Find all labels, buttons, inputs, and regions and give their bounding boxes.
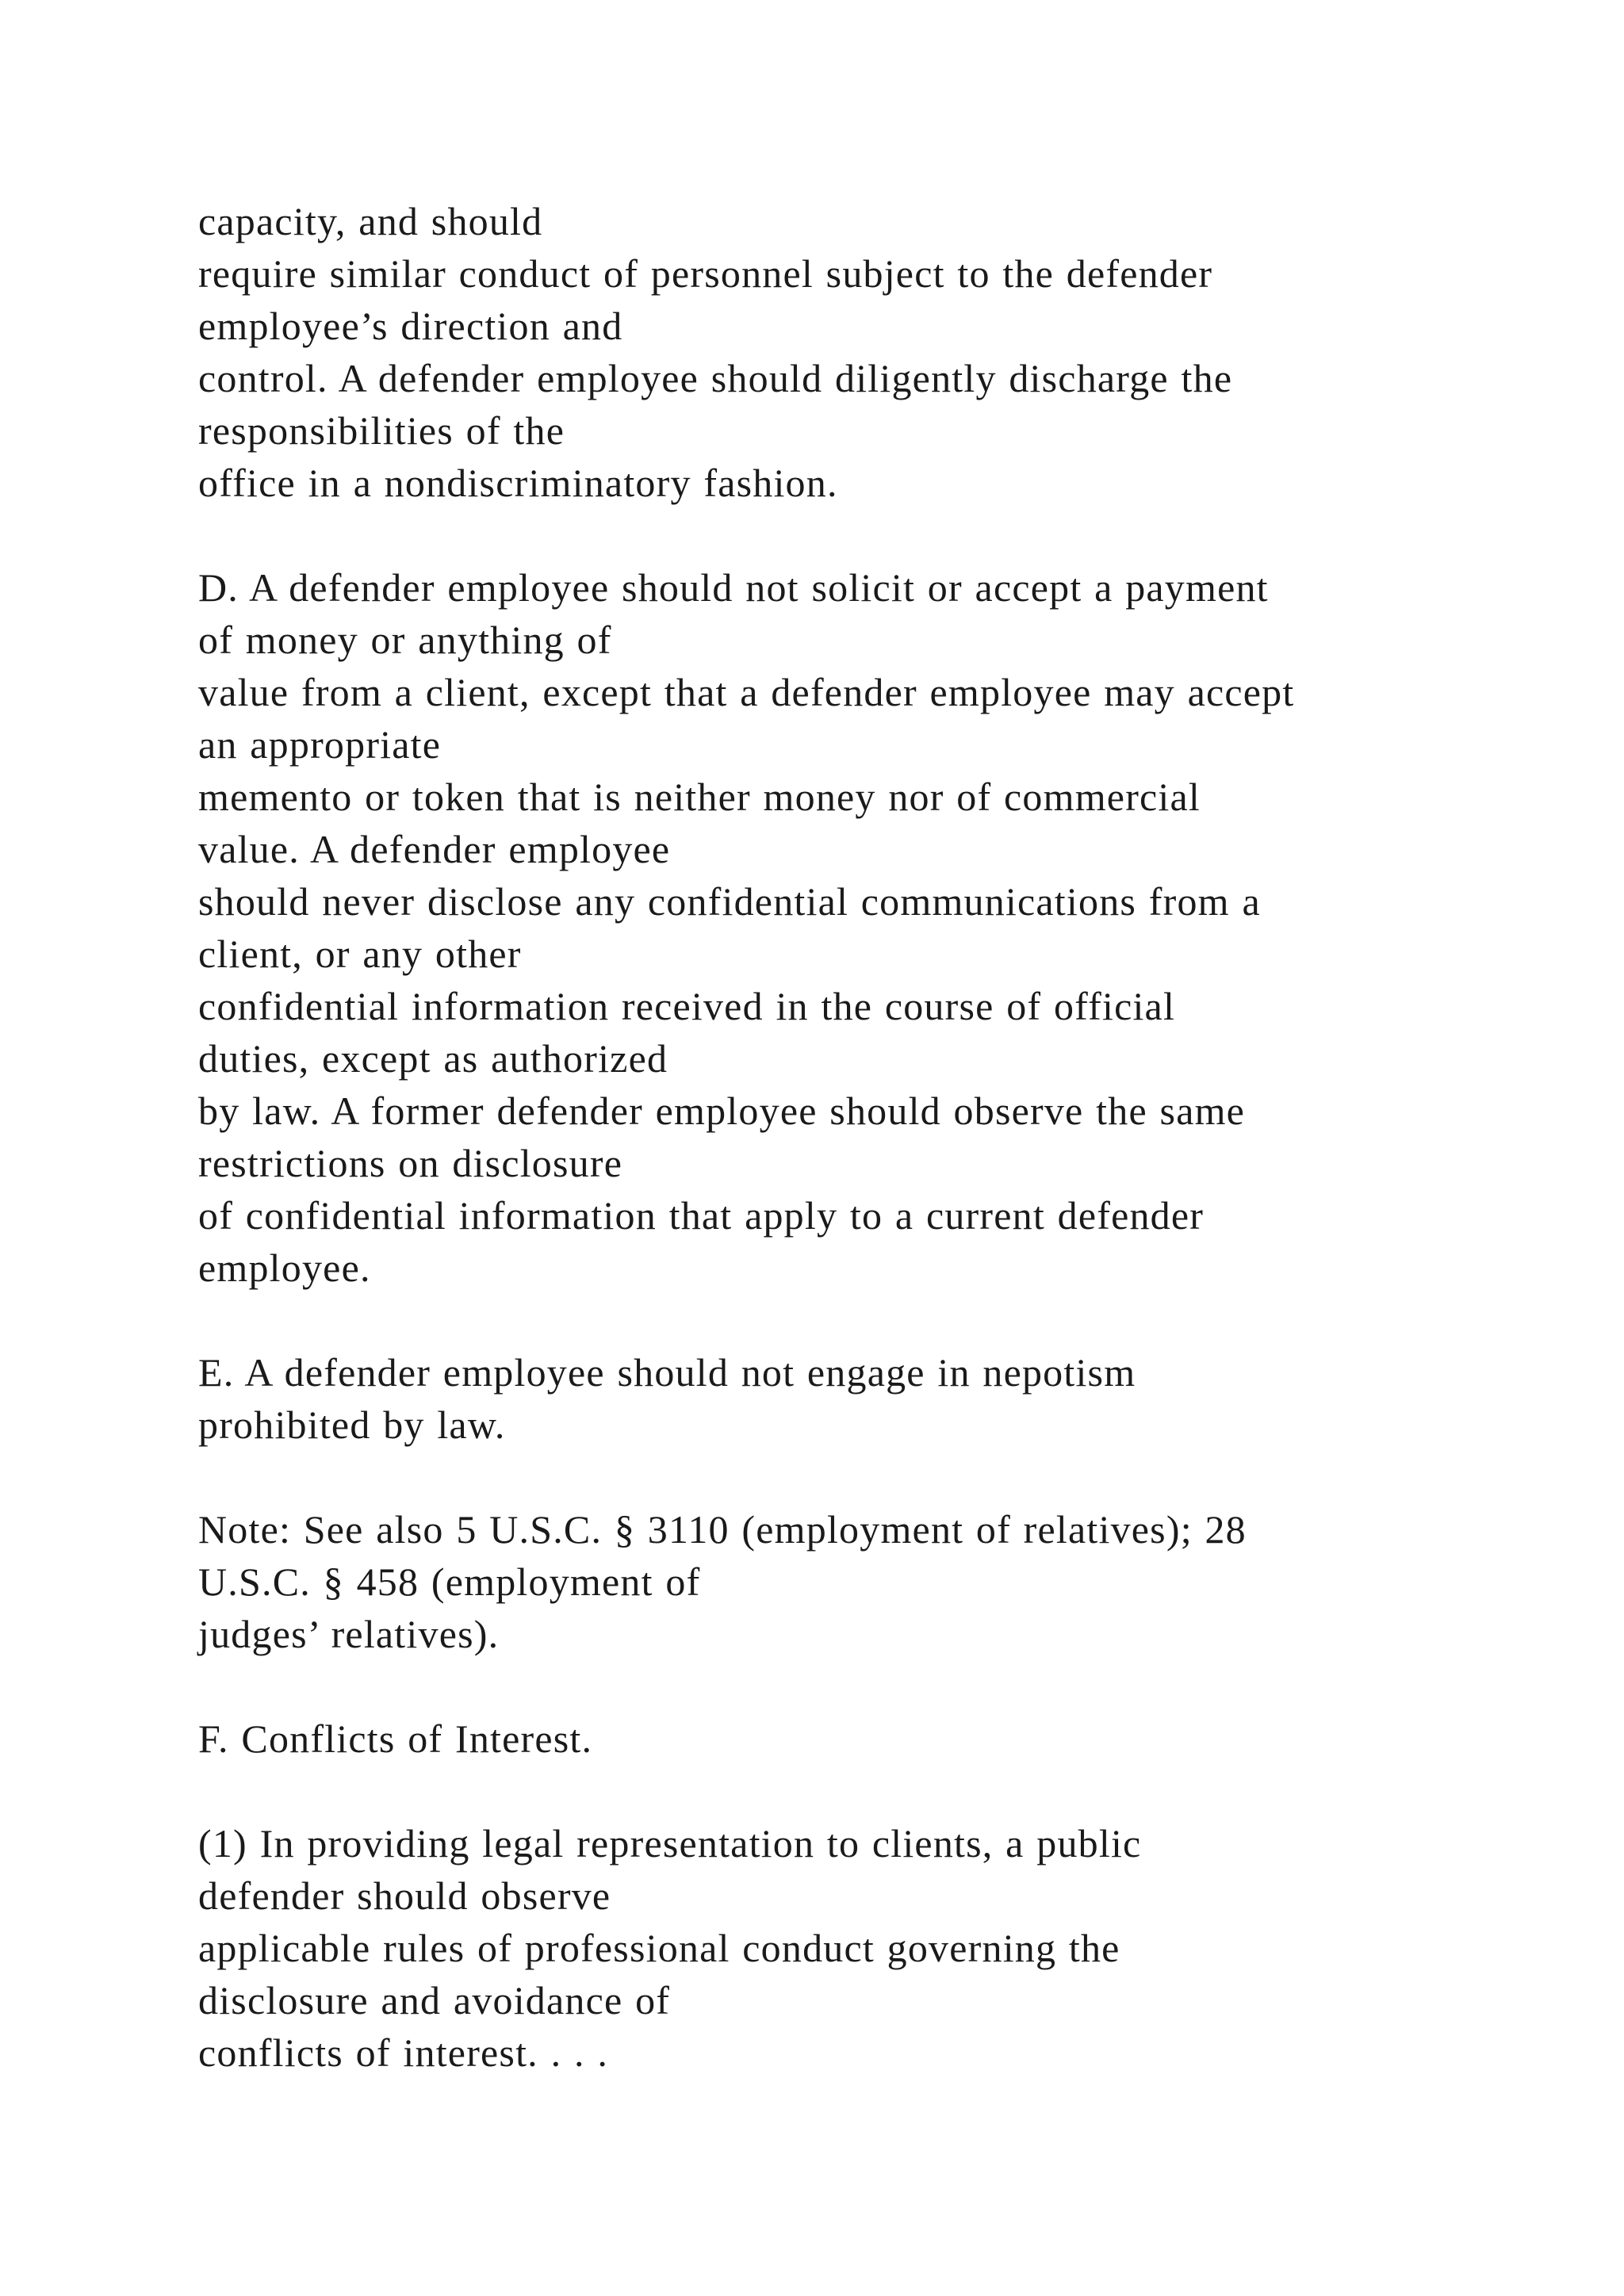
text-line: prohibited by law. [198, 1402, 506, 1447]
document-body [198, 195, 1546, 2079]
text-line: office in a nondiscriminatory fashion. [198, 461, 838, 505]
text-line: duties, except as authorized [198, 1036, 668, 1081]
text-line: confidential information received in the course of official [198, 984, 1176, 1028]
text-line: value from a client, except that a defender employee may accept [198, 670, 1295, 714]
text-line: client, or any other [198, 932, 522, 976]
text-line: employee’s direction and [198, 304, 623, 348]
text-line: applicable rules of professional conduct governing the [198, 1926, 1120, 1970]
text-line: by law. A former defender employee should observe the same [198, 1089, 1246, 1133]
text-line: (1) In providing legal representation to clients, a public [198, 1821, 1142, 1866]
text-line: should never disclose any confidential communications from a [198, 879, 1261, 924]
paragraph-f-1 [198, 1817, 1546, 2079]
paragraph-note [198, 1503, 1546, 1660]
text-line: D. A defender employee should not solicit or accept a payment [198, 565, 1269, 610]
paragraph-spacer [198, 509, 1546, 561]
text-line: responsibilities of the [198, 408, 565, 453]
paragraph-e [198, 1346, 1546, 1451]
text-line: value. A defender employee [198, 827, 671, 871]
text-line: require similar conduct of personnel subject to the defender [198, 251, 1213, 296]
paragraph-c-continuation [198, 195, 1546, 509]
text-line: judges’ relatives). [198, 1612, 500, 1656]
text-line: of money or anything of [198, 618, 612, 662]
text-line: conflicts of interest. . . . [198, 2030, 609, 2075]
paragraph-f-heading [198, 1712, 1546, 1765]
paragraph-spacer [198, 1294, 1546, 1346]
paragraph-d [198, 561, 1546, 1294]
text-line: control. A defender employee should diligently discharge the [198, 356, 1233, 400]
text-line: an appropriate [198, 722, 442, 767]
paragraph-spacer [198, 1451, 1546, 1503]
text-line: disclosure and avoidance of [198, 1978, 671, 2022]
text-line: defender should observe [198, 1873, 611, 1918]
section-heading: F. Conflicts of Interest. [198, 1716, 593, 1761]
text-line: capacity, and should [198, 199, 543, 243]
paragraph-spacer [198, 1660, 1546, 1712]
paragraph-spacer [198, 1765, 1546, 1817]
text-line: employee. [198, 1246, 371, 1290]
text-line: Note: See also 5 U.S.C. § 3110 (employment of relatives); 28 [198, 1507, 1247, 1552]
text-line: memento or token that is neither money nor of commercial [198, 775, 1201, 819]
text-line: U.S.C. § 458 (employment of [198, 1559, 701, 1604]
text-line: E. A defender employee should not engage in nepotism [198, 1350, 1136, 1395]
text-line: of confidential information that apply to a current defender [198, 1193, 1205, 1238]
text-line: restrictions on disclosure [198, 1141, 623, 1185]
